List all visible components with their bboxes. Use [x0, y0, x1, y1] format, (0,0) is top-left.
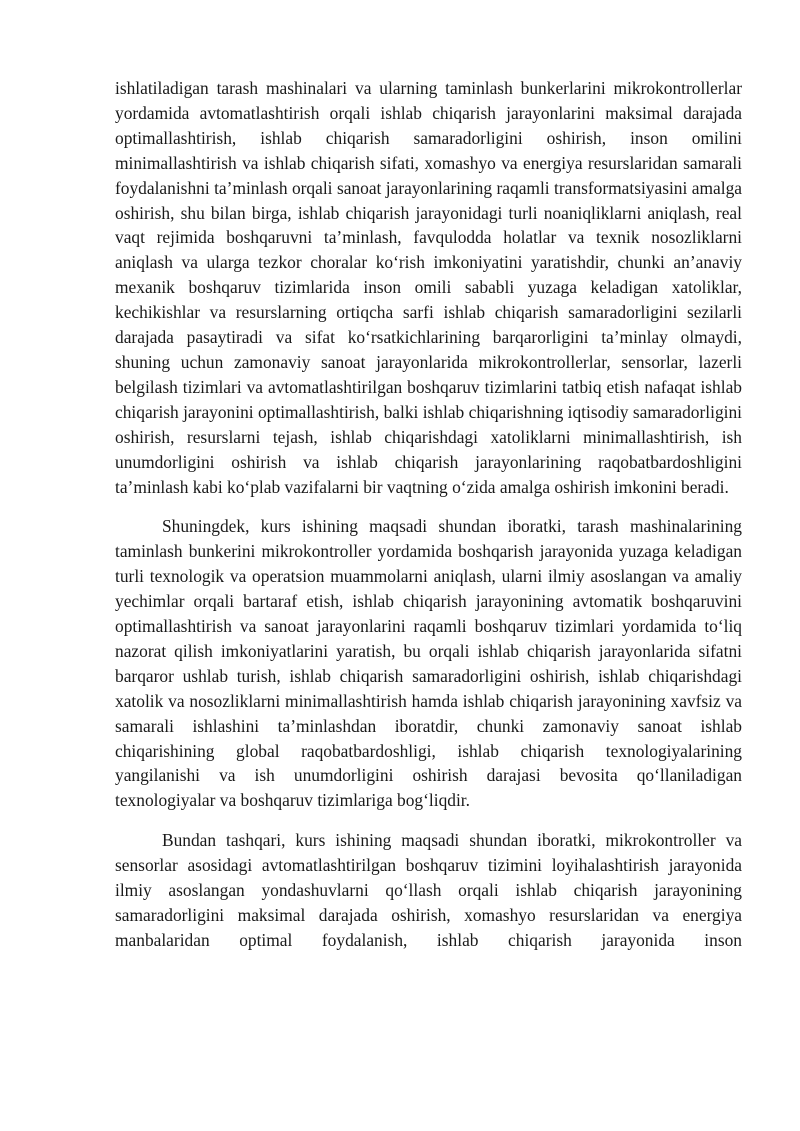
paragraph-2: Shuningdek, kurs ishining maqsadi shundan iboratki, tarash mashinalarining taminlash bunkerini mikrokontroller yordamida boshqarish jarayonida yuzaga keladigan turli texnologik va operatsion muammolarni aniqlash, ularni ilmiy asoslangan va amaliy yechimlar orqali bartaraf etish, ishlab chiqarish jarayonining avtomatik boshqaruvini optimallashtirish va sanoat jarayonlarini raqamli boshqaruv tizimlari yordamida to‘liq nazorat qilish imkoniyatlarini yaratish, bu orqali ishlab chiqarish jarayonlarida sifatni barqaror ushlab turish, ishlab chiqarish samaradorligini oshirish, ishlab chiqarishdagi xatolik va nosozliklarni minimallashtirish hamda ishlab chiqarish jarayonining xavfsiz va samarali ishlashini ta’minlashdan iboratdir, chunki zamonaviy sanoat ishlab chiqarishining global raqobatbardoshligi, ishlab chiqarish texnologiyalarining yangilanishi va ish unumdorligini oshirish darajasi bevosita qo‘llaniladigan texnologiyalar va boshqaruv tizimlariga bog‘liqdir.: [115, 516, 742, 811]
paragraph-3: Bundan tashqari, kurs ishining maqsadi shundan iboratki, mikrokontroller va sensorlar asosidagi avtomatlashtirilgan boshqaruv tizimini loyihalashtirish jarayonida ilmiy asoslangan yondashuvlarni qo‘llash orqali ishlab chiqarish jarayonining samaradorligini maksimal darajada oshirish, xomashyo resurslaridan va energiya manbalaridan optimal foydalanish, ishlab chiqarish jarayonida inson: [115, 830, 742, 950]
document-body: [115, 76, 742, 953]
paragraph-1: ishlatiladigan tarash mashinalari va ularning taminlash bunkerlarini mikrokontrollerlar yordamida avtomatlashtirish orqali ishlab chiqarish jarayonlarini maksimal darajada optimallashtirish, ishlab chiqarish samaradorligini oshirish, inson omilini minimallashtirish va ishlab chiqarish sifati, xomashyo va energiya resurslaridan samarali foydalanishni ta’minlash orqali sanoat jarayonlarining raqamli transformatsiyasini amalga oshirish, shu bilan birga, ishlab chiqarish jarayonidagi turli noaniqliklarni aniqlash, real vaqt rejimida boshqaruvni ta’minlash, favqulodda holatlar va texnik nosozliklarni aniqlash va ularga tezkor choralar ko‘rish imkoniyatini yaratishdir, chunki an’anaviy mexanik boshqaruv tizimlarida inson omili sababli yuzaga keladigan xatoliklar, kechikishlar va resurslarning ortiqcha sarfi ishlab chiqarish samaradorligini sezilarli darajada pasaytiradi va sifat ko‘rsatkichlarining barqarorligini ta’minlay olmaydi, shuning uchun zamonaviy sanoat jarayonlarida mikrokontrollerlar, sensorlar, lazerli belgilash tizimlari va avtomatlashtirilgan boshqaruv tizimlarini tatbiq etish nafaqat ishlab chiqarish jarayonini optimallashtirish, balki ishlab chiqarishning iqtisodiy samaradorligini oshirish, resurslarni tejash, ishlab chiqarishdagi xatoliklarni minimallashtirish, ish unumdorligini oshirish va ishlab chiqarish jarayonlarining raqobatbardoshligini ta’minlash kabi ko‘plab vazifalarni bir vaqtning o‘zida amalga oshirish imkonini beradi.: [115, 78, 742, 497]
